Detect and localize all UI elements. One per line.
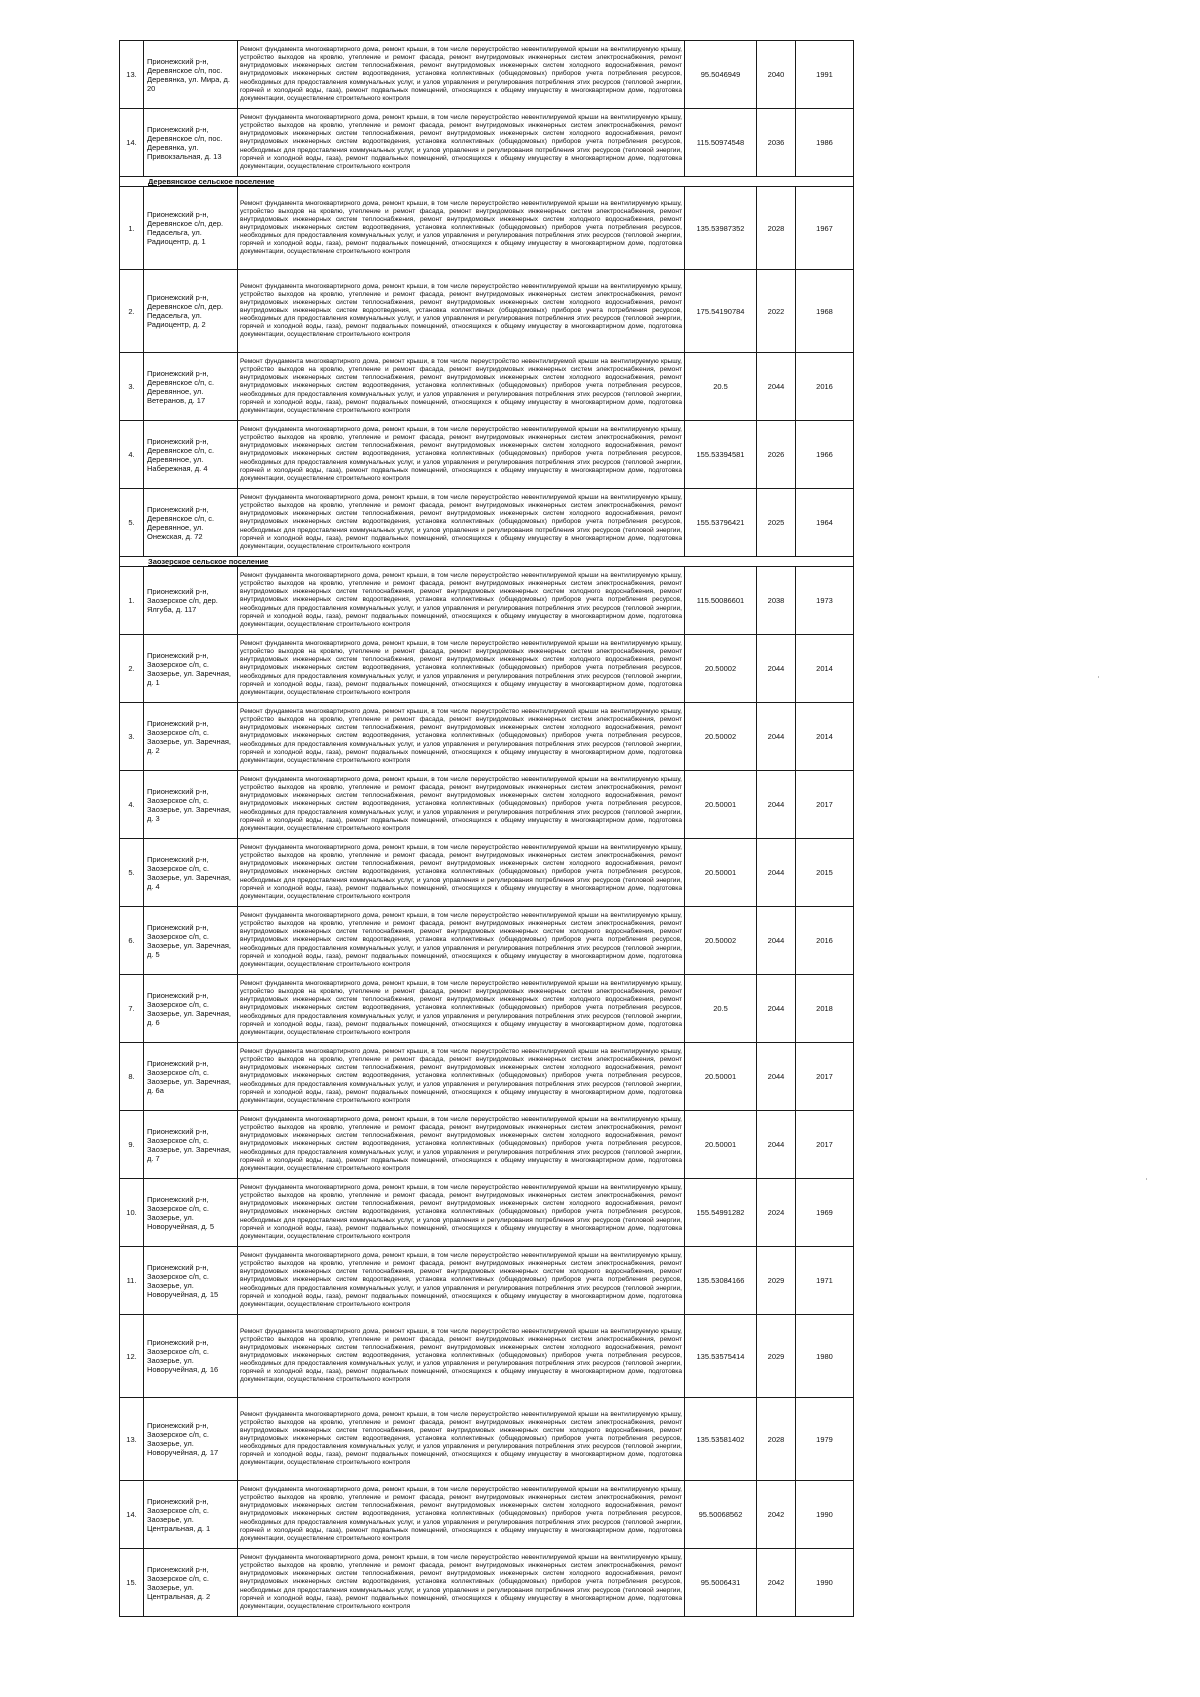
table-row (120, 635, 854, 703)
row-works-description: Ремонт фундамента многоквартирного дома, ремонт крыши, в том числе переустройство невентилируемой крыши на вентилируемую крышу, устройство выходов на кровлю, утепление и ремонт фасада, ремонт внутридомовых инженерных систем электроснабжения, ремонт внутридомовых инженерных систем теплоснабжения, ремонт внутридомовых инженерных систем холодного водоснабжения, ремонт внутридомовых инженерных систем водоотведения, установка коллективных (общедомовых) приборов учета потребления ресурсов, необходимых для предоставления коммунальных услуг, и узлов управления и регулирования потребления этих ресурсов (тепловой энергии, горячей и холодной воды, газа), ремонт подвальных помещений, относящихся к общему имуществу в многоквартирном доме, подготовка документации, осуществление строительного контроля (238, 567, 685, 635)
row-cost: 95.5006431 (685, 1549, 757, 1617)
row-year-built: 1966 (796, 421, 854, 489)
table-row (120, 421, 854, 489)
row-number: 2. (120, 270, 144, 353)
row-cost: 20.50002 (685, 635, 757, 703)
row-year-planned: 2044 (757, 839, 796, 907)
row-number: 15. (120, 1549, 144, 1617)
row-address: Прионежский р-н, Заозерское с/п, с. Заозерье, ул. Заречная, д. 6 (144, 975, 238, 1043)
scan-mark (1098, 676, 1099, 678)
row-year-planned: 2026 (757, 421, 796, 489)
row-works-description: Ремонт фундамента многоквартирного дома, ремонт крыши, в том числе переустройство невентилируемой крыши на вентилируемую крышу, устройство выходов на кровлю, утепление и ремонт фасада, ремонт внутридомовых инженерных систем электроснабжения, ремонт внутридомовых инженерных систем теплоснабжения, ремонт внутридомовых инженерных систем холодного водоснабжения, ремонт внутридомовых инженерных систем водоотведения, установка коллективных (общедомовых) приборов учета потребления ресурсов, необходимых для предоставления коммунальных услуг, и узлов управления и регулирования потребления этих ресурсов (тепловой энергии, горячей и холодной воды, газа), ремонт подвальных помещений, относящихся к общему имуществу в многоквартирном доме, подготовка документации, осуществление строительного контроля (238, 771, 685, 839)
row-cost: 20.5 (685, 353, 757, 421)
table-row (120, 703, 854, 771)
table-row (120, 270, 854, 353)
row-address: Прионежский р-н, Заозерское с/п, дер. Ялгуба, д. 117 (144, 567, 238, 635)
section-title: Деревянское сельское поселение (120, 177, 854, 187)
row-cost: 115.50086601 (685, 567, 757, 635)
row-year-planned: 2042 (757, 1481, 796, 1549)
table-row (120, 975, 854, 1043)
row-year-planned: 2044 (757, 771, 796, 839)
scan-mark (1146, 1178, 1147, 1180)
table-row (120, 1481, 854, 1549)
row-works-description: Ремонт фундамента многоквартирного дома, ремонт крыши, в том числе переустройство невентилируемой крыши на вентилируемую крышу, устройство выходов на кровлю, утепление и ремонт фасада, ремонт внутридомовых инженерных систем электроснабжения, ремонт внутридомовых инженерных систем теплоснабжения, ремонт внутридомовых инженерных систем холодного водоснабжения, ремонт внутридомовых инженерных систем водоотведения, установка коллективных (общедомовых) приборов учета потребления ресурсов, необходимых для предоставления коммунальных услуг, и узлов управления и регулирования потребления этих ресурсов (тепловой энергии, горячей и холодной воды, газа), ремонт подвальных помещений, относящихся к общему имуществу в многоквартирном доме, подготовка документации, осуществление строительного контроля (238, 187, 685, 270)
row-works-description: Ремонт фундамента многоквартирного дома, ремонт крыши, в том числе переустройство невентилируемой крыши на вентилируемую крышу, устройство выходов на кровлю, утепление и ремонт фасада, ремонт внутридомовых инженерных систем электроснабжения, ремонт внутридомовых инженерных систем теплоснабжения, ремонт внутридомовых инженерных систем холодного водоснабжения, ремонт внутридомовых инженерных систем водоотведения, установка коллективных (общедомовых) приборов учета потребления ресурсов, необходимых для предоставления коммунальных услуг, и узлов управления и регулирования потребления этих ресурсов (тепловой энергии, горячей и холодной воды, газа), ремонт подвальных помещений, относящихся к общему имуществу в многоквартирном доме, подготовка документации, осуществление строительного контроля (238, 1043, 685, 1111)
row-year-planned: 2028 (757, 187, 796, 270)
capital-repair-table (119, 40, 854, 1617)
row-number: 13. (120, 41, 144, 109)
row-year-built: 1968 (796, 270, 854, 353)
row-year-planned: 2028 (757, 1398, 796, 1481)
row-number: 2. (120, 635, 144, 703)
row-cost: 20.50001 (685, 1043, 757, 1111)
row-number: 6. (120, 907, 144, 975)
table-row (120, 839, 854, 907)
row-cost: 155.53796421 (685, 489, 757, 557)
row-year-planned: 2029 (757, 1315, 796, 1398)
row-works-description: Ремонт фундамента многоквартирного дома, ремонт крыши, в том числе переустройство невентилируемой крыши на вентилируемую крышу, устройство выходов на кровлю, утепление и ремонт фасада, ремонт внутридомовых инженерных систем электроснабжения, ремонт внутридомовых инженерных систем теплоснабжения, ремонт внутридомовых инженерных систем холодного водоснабжения, ремонт внутридомовых инженерных систем водоотведения, установка коллективных (общедомовых) приборов учета потребления ресурсов, необходимых для предоставления коммунальных услуг, и узлов управления и регулирования потребления этих ресурсов (тепловой энергии, горячей и холодной воды, газа), ремонт подвальных помещений, относящихся к общему имуществу в многоквартирном доме, подготовка документации, осуществление строительного контроля (238, 1315, 685, 1398)
row-number: 1. (120, 187, 144, 270)
row-number: 14. (120, 1481, 144, 1549)
table-row (120, 187, 854, 270)
row-cost: 135.53575414 (685, 1315, 757, 1398)
row-number: 4. (120, 421, 144, 489)
row-year-built: 2014 (796, 635, 854, 703)
row-number: 12. (120, 1315, 144, 1398)
table-row (120, 1043, 854, 1111)
row-year-planned: 2042 (757, 1549, 796, 1617)
row-number: 7. (120, 975, 144, 1043)
row-cost: 20.50001 (685, 1111, 757, 1179)
row-works-description: Ремонт фундамента многоквартирного дома, ремонт крыши, в том числе переустройство невентилируемой крыши на вентилируемую крышу, устройство выходов на кровлю, утепление и ремонт фасада, ремонт внутридомовых инженерных систем электроснабжения, ремонт внутридомовых инженерных систем теплоснабжения, ремонт внутридомовых инженерных систем холодного водоснабжения, ремонт внутридомовых инженерных систем водоотведения, установка коллективных (общедомовых) приборов учета потребления ресурсов, необходимых для предоставления коммунальных услуг, и узлов управления и регулирования потребления этих ресурсов (тепловой энергии, горячей и холодной воды, газа), ремонт подвальных помещений, относящихся к общему имуществу в многоквартирном доме, подготовка документации, осуществление строительного контроля (238, 41, 685, 109)
row-address: Прионежский р-н, Деревянское с/п, с. Деревянное, ул. Онежская, д. 72 (144, 489, 238, 557)
row-works-description: Ремонт фундамента многоквартирного дома, ремонт крыши, в том числе переустройство невентилируемой крыши на вентилируемую крышу, устройство выходов на кровлю, утепление и ремонт фасада, ремонт внутридомовых инженерных систем электроснабжения, ремонт внутридомовых инженерных систем теплоснабжения, ремонт внутридомовых инженерных систем холодного водоснабжения, ремонт внутридомовых инженерных систем водоотведения, установка коллективных (общедомовых) приборов учета потребления ресурсов, необходимых для предоставления коммунальных услуг, и узлов управления и регулирования потребления этих ресурсов (тепловой энергии, горячей и холодной воды, газа), ремонт подвальных помещений, относящихся к общему имуществу в многоквартирном доме, подготовка документации, осуществление строительного контроля (238, 635, 685, 703)
table-row (120, 353, 854, 421)
row-address: Прионежский р-н, Заозерское с/п, с. Заозерье, ул. Новоручейная, д. 16 (144, 1315, 238, 1398)
table-row (120, 109, 854, 177)
row-address: Прионежский р-н, Заозерское с/п, с. Заозерье, ул. Заречная, д. 5 (144, 907, 238, 975)
row-cost: 20.50002 (685, 703, 757, 771)
row-year-planned: 2040 (757, 41, 796, 109)
row-year-built: 1979 (796, 1398, 854, 1481)
row-address: Прионежский р-н, Заозерское с/п, с. Заозерье, ул. Заречная, д. 1 (144, 635, 238, 703)
row-address: Прионежский р-н, Заозерское с/п, с. Заозерье, ул. Центральная, д. 2 (144, 1549, 238, 1617)
row-works-description: Ремонт фундамента многоквартирного дома, ремонт крыши, в том числе переустройство невентилируемой крыши на вентилируемую крышу, устройство выходов на кровлю, утепление и ремонт фасада, ремонт внутридомовых инженерных систем электроснабжения, ремонт внутридомовых инженерных систем теплоснабжения, ремонт внутридомовых инженерных систем холодного водоснабжения, ремонт внутридомовых инженерных систем водоотведения, установка коллективных (общедомовых) приборов учета потребления ресурсов, необходимых для предоставления коммунальных услуг, и узлов управления и регулирования потребления этих ресурсов (тепловой энергии, горячей и холодной воды, газа), ремонт подвальных помещений, относящихся к общему имуществу в многоквартирном доме, подготовка документации, осуществление строительного контроля (238, 489, 685, 557)
row-address: Прионежский р-н, Деревянское с/п, с. Деревянное, ул. Набережная, д. 4 (144, 421, 238, 489)
row-works-description: Ремонт фундамента многоквартирного дома, ремонт крыши, в том числе переустройство невентилируемой крыши на вентилируемую крышу, устройство выходов на кровлю, утепление и ремонт фасада, ремонт внутридомовых инженерных систем электроснабжения, ремонт внутридомовых инженерных систем теплоснабжения, ремонт внутридомовых инженерных систем холодного водоснабжения, ремонт внутридомовых инженерных систем водоотведения, установка коллективных (общедомовых) приборов учета потребления ресурсов, необходимых для предоставления коммунальных услуг, и узлов управления и регулирования потребления этих ресурсов (тепловой энергии, горячей и холодной воды, газа), ремонт подвальных помещений, относящихся к общему имуществу в многоквартирном доме, подготовка документации, осуществление строительного контроля (238, 1481, 685, 1549)
row-year-planned: 2044 (757, 907, 796, 975)
table-row (120, 41, 854, 109)
section-header-row (120, 557, 854, 567)
table-row (120, 1549, 854, 1617)
row-year-built: 2015 (796, 839, 854, 907)
row-year-planned: 2044 (757, 703, 796, 771)
row-works-description: Ремонт фундамента многоквартирного дома, ремонт крыши, в том числе переустройство невентилируемой крыши на вентилируемую крышу, устройство выходов на кровлю, утепление и ремонт фасада, ремонт внутридомовых инженерных систем электроснабжения, ремонт внутридомовых инженерных систем теплоснабжения, ремонт внутридомовых инженерных систем холодного водоснабжения, ремонт внутридомовых инженерных систем водоотведения, установка коллективных (общедомовых) приборов учета потребления ресурсов, необходимых для предоставления коммунальных услуг, и узлов управления и регулирования потребления этих ресурсов (тепловой энергии, горячей и холодной воды, газа), ремонт подвальных помещений, относящихся к общему имуществу в многоквартирном доме, подготовка документации, осуществление строительного контроля (238, 907, 685, 975)
row-number: 4. (120, 771, 144, 839)
row-number: 11. (120, 1247, 144, 1315)
table-row (120, 567, 854, 635)
section-header-row (120, 177, 854, 187)
row-works-description: Ремонт фундамента многоквартирного дома, ремонт крыши, в том числе переустройство невентилируемой крыши на вентилируемую крышу, устройство выходов на кровлю, утепление и ремонт фасада, ремонт внутридомовых инженерных систем электроснабжения, ремонт внутридомовых инженерных систем теплоснабжения, ремонт внутридомовых инженерных систем холодного водоснабжения, ремонт внутридомовых инженерных систем водоотведения, установка коллективных (общедомовых) приборов учета потребления ресурсов, необходимых для предоставления коммунальных услуг, и узлов управления и регулирования потребления этих ресурсов (тепловой энергии, горячей и холодной воды, газа), ремонт подвальных помещений, относящихся к общему имуществу в многоквартирном доме, подготовка документации, осуществление строительного контроля (238, 1549, 685, 1617)
row-cost: 20.50001 (685, 771, 757, 839)
row-address: Прионежский р-н, Деревянское с/п, пос. Деревянка, ул. Привокзальная, д. 13 (144, 109, 238, 177)
row-address: Прионежский р-н, Заозерское с/п, с. Заозерье, ул. Заречная, д. 2 (144, 703, 238, 771)
row-year-planned: 2038 (757, 567, 796, 635)
row-year-planned: 2044 (757, 1043, 796, 1111)
row-year-built: 2017 (796, 1111, 854, 1179)
section-title: Заозерское сельское поселение (120, 557, 854, 567)
row-number: 5. (120, 489, 144, 557)
table-row (120, 907, 854, 975)
row-year-planned: 2025 (757, 489, 796, 557)
row-number: 5. (120, 839, 144, 907)
table-row (120, 1315, 854, 1398)
row-address: Прионежский р-н, Заозерское с/п, с. Заозерье, ул. Заречная, д. 7 (144, 1111, 238, 1179)
row-address: Прионежский р-н, Деревянское с/п, дер. Педасельга, ул. Радиоцентр, д. 2 (144, 270, 238, 353)
row-cost: 155.53394581 (685, 421, 757, 489)
row-address: Прионежский р-н, Заозерское с/п, с. Заозерье, ул. Новоручейная, д. 17 (144, 1398, 238, 1481)
row-year-built: 1967 (796, 187, 854, 270)
row-year-planned: 2022 (757, 270, 796, 353)
row-address: Прионежский р-н, Заозерское с/п, с. Заозерье, ул. Новоручейная, д. 15 (144, 1247, 238, 1315)
row-year-built: 2017 (796, 771, 854, 839)
row-cost: 20.50001 (685, 839, 757, 907)
row-year-planned: 2044 (757, 975, 796, 1043)
row-number: 8. (120, 1043, 144, 1111)
table-row (120, 1179, 854, 1247)
row-year-built: 1971 (796, 1247, 854, 1315)
row-year-built: 2018 (796, 975, 854, 1043)
table-row (120, 1111, 854, 1179)
row-year-planned: 2024 (757, 1179, 796, 1247)
row-year-built: 2016 (796, 907, 854, 975)
row-year-planned: 2044 (757, 353, 796, 421)
row-number: 10. (120, 1179, 144, 1247)
row-year-planned: 2029 (757, 1247, 796, 1315)
row-works-description: Ремонт фундамента многоквартирного дома, ремонт крыши, в том числе переустройство невентилируемой крыши на вентилируемую крышу, устройство выходов на кровлю, утепление и ремонт фасада, ремонт внутридомовых инженерных систем электроснабжения, ремонт внутридомовых инженерных систем теплоснабжения, ремонт внутридомовых инженерных систем холодного водоснабжения, ремонт внутридомовых инженерных систем водоотведения, установка коллективных (общедомовых) приборов учета потребления ресурсов, необходимых для предоставления коммунальных услуг, и узлов управления и регулирования потребления этих ресурсов (тепловой энергии, горячей и холодной воды, газа), ремонт подвальных помещений, относящихся к общему имуществу в многоквартирном доме, подготовка документации, осуществление строительного контроля (238, 1179, 685, 1247)
row-cost: 20.50002 (685, 907, 757, 975)
row-year-planned: 2036 (757, 109, 796, 177)
row-works-description: Ремонт фундамента многоквартирного дома, ремонт крыши, в том числе переустройство невентилируемой крыши на вентилируемую крышу, устройство выходов на кровлю, утепление и ремонт фасада, ремонт внутридомовых инженерных систем электроснабжения, ремонт внутридомовых инженерных систем теплоснабжения, ремонт внутридомовых инженерных систем холодного водоснабжения, ремонт внутридомовых инженерных систем водоотведения, установка коллективных (общедомовых) приборов учета потребления ресурсов, необходимых для предоставления коммунальных услуг, и узлов управления и регулирования потребления этих ресурсов (тепловой энергии, горячей и холодной воды, газа), ремонт подвальных помещений, относящихся к общему имуществу в многоквартирном доме, подготовка документации, осуществление строительного контроля (238, 703, 685, 771)
table-row (120, 489, 854, 557)
row-year-built: 1991 (796, 41, 854, 109)
row-year-built: 1986 (796, 109, 854, 177)
row-number: 3. (120, 353, 144, 421)
row-year-built: 2014 (796, 703, 854, 771)
row-works-description: Ремонт фундамента многоквартирного дома, ремонт крыши, в том числе переустройство невентилируемой крыши на вентилируемую крышу, устройство выходов на кровлю, утепление и ремонт фасада, ремонт внутридомовых инженерных систем электроснабжения, ремонт внутридомовых инженерных систем теплоснабжения, ремонт внутридомовых инженерных систем холодного водоснабжения, ремонт внутридомовых инженерных систем водоотведения, установка коллективных (общедомовых) приборов учета потребления ресурсов, необходимых для предоставления коммунальных услуг, и узлов управления и регулирования потребления этих ресурсов (тепловой энергии, горячей и холодной воды, газа), ремонт подвальных помещений, относящихся к общему имуществу в многоквартирном доме, подготовка документации, осуществление строительного контроля (238, 975, 685, 1043)
table-row (120, 771, 854, 839)
row-year-built: 2016 (796, 353, 854, 421)
row-cost: 20.5 (685, 975, 757, 1043)
row-works-description: Ремонт фундамента многоквартирного дома, ремонт крыши, в том числе переустройство невентилируемой крыши на вентилируемую крышу, устройство выходов на кровлю, утепление и ремонт фасада, ремонт внутридомовых инженерных систем электроснабжения, ремонт внутридомовых инженерных систем теплоснабжения, ремонт внутридомовых инженерных систем холодного водоснабжения, ремонт внутридомовых инженерных систем водоотведения, установка коллективных (общедомовых) приборов учета потребления ресурсов, необходимых для предоставления коммунальных услуг, и узлов управления и регулирования потребления этих ресурсов (тепловой энергии, горячей и холодной воды, газа), ремонт подвальных помещений, относящихся к общему имуществу в многоквартирном доме, подготовка документации, осуществление строительного контроля (238, 1247, 685, 1315)
row-number: 3. (120, 703, 144, 771)
row-works-description: Ремонт фундамента многоквартирного дома, ремонт крыши, в том числе переустройство невентилируемой крыши на вентилируемую крышу, устройство выходов на кровлю, утепление и ремонт фасада, ремонт внутридомовых инженерных систем электроснабжения, ремонт внутридомовых инженерных систем теплоснабжения, ремонт внутридомовых инженерных систем холодного водоснабжения, ремонт внутридомовых инженерных систем водоотведения, установка коллективных (общедомовых) приборов учета потребления ресурсов, необходимых для предоставления коммунальных услуг, и узлов управления и регулирования потребления этих ресурсов (тепловой энергии, горячей и холодной воды, газа), ремонт подвальных помещений, относящихся к общему имуществу в многоквартирном доме, подготовка документации, осуществление строительного контроля (238, 109, 685, 177)
row-year-built: 1964 (796, 489, 854, 557)
row-year-built: 2017 (796, 1043, 854, 1111)
row-year-planned: 2044 (757, 1111, 796, 1179)
row-cost: 135.53581402 (685, 1398, 757, 1481)
row-address: Прионежский р-н, Заозерское с/п, с. Заозерье, ул. Заречная, д. 4 (144, 839, 238, 907)
row-address: Прионежский р-н, Деревянское с/п, дер. Педасельга, ул. Радиоцентр, д. 1 (144, 187, 238, 270)
table-row (120, 1247, 854, 1315)
row-number: 14. (120, 109, 144, 177)
row-year-built: 1973 (796, 567, 854, 635)
row-address: Прионежский р-н, Заозерское с/п, с. Заозерье, ул. Заречная, д. 6а (144, 1043, 238, 1111)
row-works-description: Ремонт фундамента многоквартирного дома, ремонт крыши, в том числе переустройство невентилируемой крыши на вентилируемую крышу, устройство выходов на кровлю, утепление и ремонт фасада, ремонт внутридомовых инженерных систем электроснабжения, ремонт внутридомовых инженерных систем теплоснабжения, ремонт внутридомовых инженерных систем холодного водоснабжения, ремонт внутридомовых инженерных систем водоотведения, установка коллективных (общедомовых) приборов учета потребления ресурсов, необходимых для предоставления коммунальных услуг, и узлов управления и регулирования потребления этих ресурсов (тепловой энергии, горячей и холодной воды, газа), ремонт подвальных помещений, относящихся к общему имуществу в многоквартирном доме, подготовка документации, осуществление строительного контроля (238, 1111, 685, 1179)
row-cost: 155.54991282 (685, 1179, 757, 1247)
row-address: Прионежский р-н, Заозерское с/п, с. Заозерье, ул. Новоручейная, д. 5 (144, 1179, 238, 1247)
row-works-description: Ремонт фундамента многоквартирного дома, ремонт крыши, в том числе переустройство невентилируемой крыши на вентилируемую крышу, устройство выходов на кровлю, утепление и ремонт фасада, ремонт внутридомовых инженерных систем электроснабжения, ремонт внутридомовых инженерных систем теплоснабжения, ремонт внутридомовых инженерных систем холодного водоснабжения, ремонт внутридомовых инженерных систем водоотведения, установка коллективных (общедомовых) приборов учета потребления ресурсов, необходимых для предоставления коммунальных услуг, и узлов управления и регулирования потребления этих ресурсов (тепловой энергии, горячей и холодной воды, газа), ремонт подвальных помещений, относящихся к общему имуществу в многоквартирном доме, подготовка документации, осуществление строительного контроля (238, 1398, 685, 1481)
row-address: Прионежский р-н, Заозерское с/п, с. Заозерье, ул. Центральная, д. 1 (144, 1481, 238, 1549)
row-year-built: 1990 (796, 1549, 854, 1617)
row-works-description: Ремонт фундамента многоквартирного дома, ремонт крыши, в том числе переустройство невентилируемой крыши на вентилируемую крышу, устройство выходов на кровлю, утепление и ремонт фасада, ремонт внутридомовых инженерных систем электроснабжения, ремонт внутридомовых инженерных систем теплоснабжения, ремонт внутридомовых инженерных систем холодного водоснабжения, ремонт внутридомовых инженерных систем водоотведения, установка коллективных (общедомовых) приборов учета потребления ресурсов, необходимых для предоставления коммунальных услуг, и узлов управления и регулирования потребления этих ресурсов (тепловой энергии, горячей и холодной воды, газа), ремонт подвальных помещений, относящихся к общему имуществу в многоквартирном доме, подготовка документации, осуществление строительного контроля (238, 353, 685, 421)
row-year-built: 1990 (796, 1481, 854, 1549)
row-number: 13. (120, 1398, 144, 1481)
row-number: 1. (120, 567, 144, 635)
row-works-description: Ремонт фундамента многоквартирного дома, ремонт крыши, в том числе переустройство невентилируемой крыши на вентилируемую крышу, устройство выходов на кровлю, утепление и ремонт фасада, ремонт внутридомовых инженерных систем электроснабжения, ремонт внутридомовых инженерных систем теплоснабжения, ремонт внутридомовых инженерных систем холодного водоснабжения, ремонт внутридомовых инженерных систем водоотведения, установка коллективных (общедомовых) приборов учета потребления ресурсов, необходимых для предоставления коммунальных услуг, и узлов управления и регулирования потребления этих ресурсов (тепловой энергии, горячей и холодной воды, газа), ремонт подвальных помещений, относящихся к общему имуществу в многоквартирном доме, подготовка документации, осуществление строительного контроля (238, 270, 685, 353)
table-row (120, 1398, 854, 1481)
row-cost: 135.53084166 (685, 1247, 757, 1315)
row-works-description: Ремонт фундамента многоквартирного дома, ремонт крыши, в том числе переустройство невентилируемой крыши на вентилируемую крышу, устройство выходов на кровлю, утепление и ремонт фасада, ремонт внутридомовых инженерных систем электроснабжения, ремонт внутридомовых инженерных систем теплоснабжения, ремонт внутридомовых инженерных систем холодного водоснабжения, ремонт внутридомовых инженерных систем водоотведения, установка коллективных (общедомовых) приборов учета потребления ресурсов, необходимых для предоставления коммунальных услуг, и узлов управления и регулирования потребления этих ресурсов (тепловой энергии, горячей и холодной воды, газа), ремонт подвальных помещений, относящихся к общему имуществу в многоквартирном доме, подготовка документации, осуществление строительного контроля (238, 421, 685, 489)
row-address: Прионежский р-н, Деревянское с/п, с. Деревянное, ул. Ветеранов, д. 17 (144, 353, 238, 421)
row-cost: 135.53987352 (685, 187, 757, 270)
row-cost: 95.5046949 (685, 41, 757, 109)
row-year-planned: 2044 (757, 635, 796, 703)
row-number: 9. (120, 1111, 144, 1179)
row-cost: 115.50974548 (685, 109, 757, 177)
row-cost: 175.54190784 (685, 270, 757, 353)
row-address: Прионежский р-н, Заозерское с/п, с. Заозерье, ул. Заречная, д. 3 (144, 771, 238, 839)
row-year-built: 1980 (796, 1315, 854, 1398)
row-address: Прионежский р-н, Деревянское с/п, пос. Деревянка, ул. Мира, д. 20 (144, 41, 238, 109)
row-year-built: 1969 (796, 1179, 854, 1247)
row-cost: 95.50068562 (685, 1481, 757, 1549)
row-works-description: Ремонт фундамента многоквартирного дома, ремонт крыши, в том числе переустройство невентилируемой крыши на вентилируемую крышу, устройство выходов на кровлю, утепление и ремонт фасада, ремонт внутридомовых инженерных систем электроснабжения, ремонт внутридомовых инженерных систем теплоснабжения, ремонт внутридомовых инженерных систем холодного водоснабжения, ремонт внутридомовых инженерных систем водоотведения, установка коллективных (общедомовых) приборов учета потребления ресурсов, необходимых для предоставления коммунальных услуг, и узлов управления и регулирования потребления этих ресурсов (тепловой энергии, горячей и холодной воды, газа), ремонт подвальных помещений, относящихся к общему имуществу в многоквартирном доме, подготовка документации, осуществление строительного контроля (238, 839, 685, 907)
